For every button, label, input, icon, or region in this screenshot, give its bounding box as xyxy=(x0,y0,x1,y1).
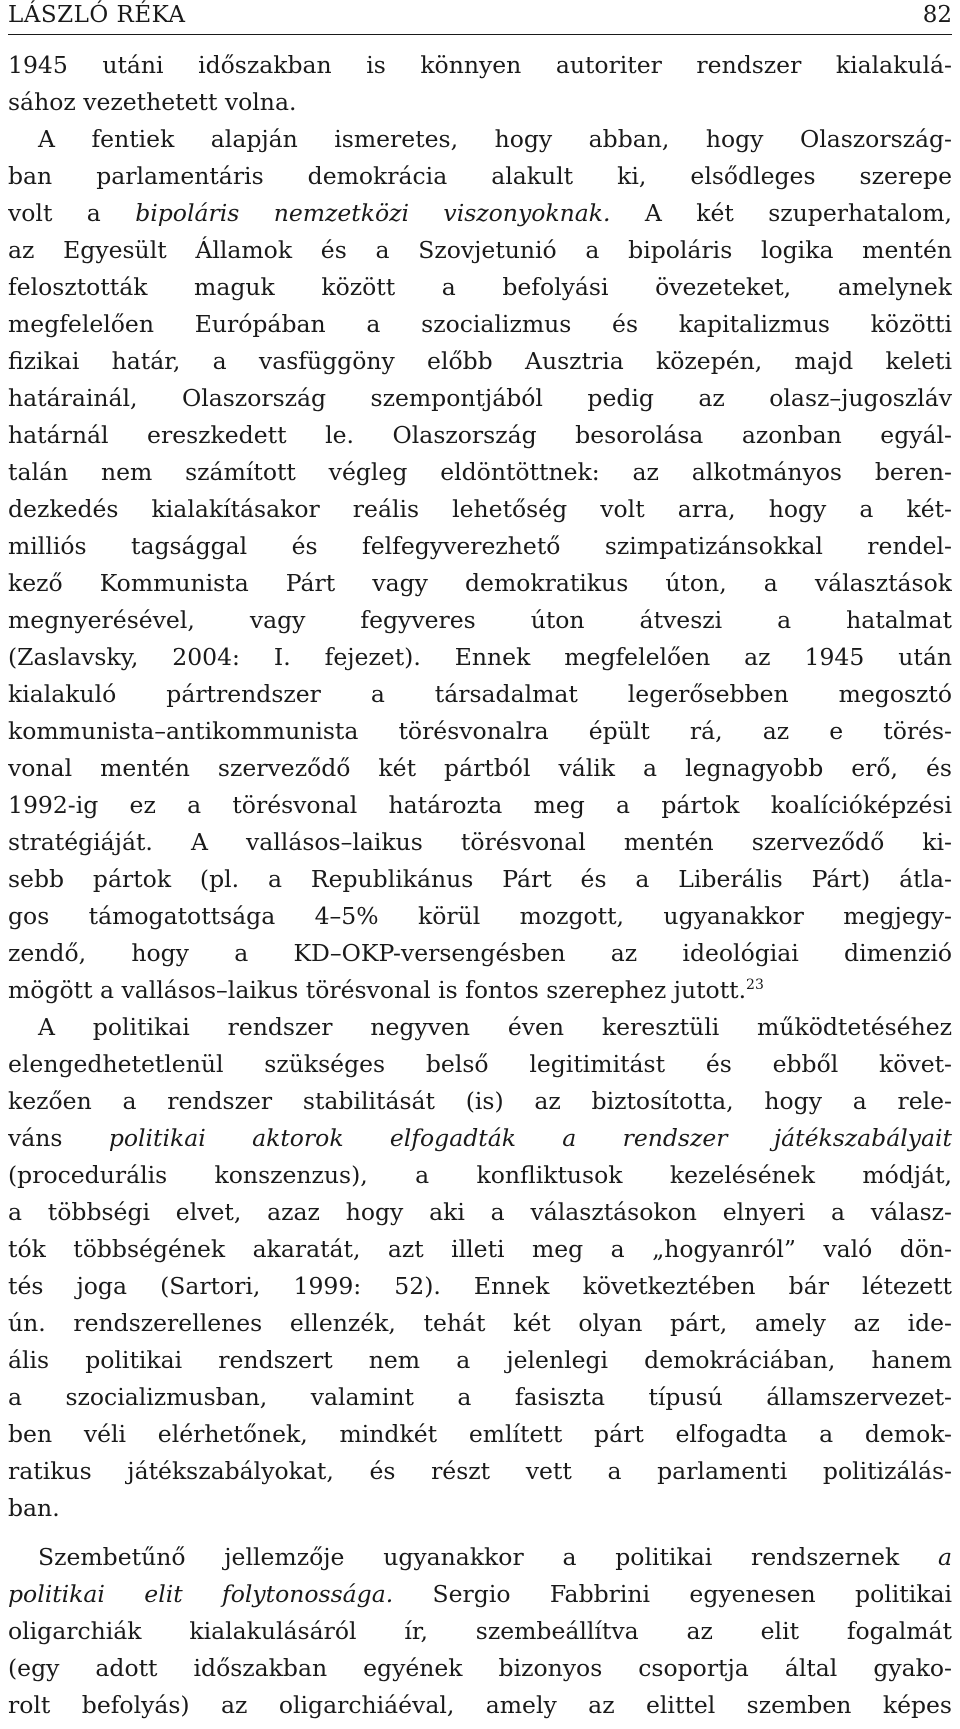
text-line: határnál ereszkedett le. Olaszország besorolása azonban egyál- xyxy=(8,421,952,449)
text-line: oligarchiák kialakulásáról ír, szembeállítva az elit fogalmát xyxy=(8,1617,952,1645)
emphasis: politikai aktorok elfogadták a rendszer játékszabályait xyxy=(108,1124,952,1152)
text-line: tók többségének akaratát, azt illeti meg a „hogyanról” való dön- xyxy=(8,1235,952,1263)
text-line: elengedhetetlenül szükséges belső legitimitást és ebből követ- xyxy=(8,1050,952,1078)
text-line: rolt befolyás) az oligarchiáéval, amely az elittel szemben képes xyxy=(8,1691,952,1719)
text-line: ún. rendszerellenes ellenzék, tehát két olyan párt, amely az ide- xyxy=(8,1309,952,1337)
text-line: mögött a vallásos–laikus törésvonal is fontos szerephez jutott.$^{23}$ xyxy=(8,976,764,1004)
book-page xyxy=(8,0,952,1729)
text-line: ban. xyxy=(8,1494,60,1522)
text-line: ális politikai rendszert nem a jelenlegi demokráciában, hanem xyxy=(8,1346,952,1374)
running-header xyxy=(8,0,952,35)
text-line: vonal mentén szerveződő két pártból válik a legnagyobb erő, és xyxy=(8,754,952,782)
text-line: megfelelően Európában a szocializmus és kapitalizmus közötti xyxy=(8,310,952,338)
emphasis: a xyxy=(937,1543,952,1571)
text-line: ben véli elérhetőnek, mindkét említett párt elfogadta a demok- xyxy=(8,1420,952,1448)
emphasis: politikai elit folytonossága. xyxy=(8,1580,394,1608)
text-line: a szocializmusban, valamint a fasiszta típusú államszervezet- xyxy=(8,1383,952,1411)
text-line: A fentiek alapján ismeretes, hogy abban, hogy Olaszország- xyxy=(38,125,952,153)
body-text xyxy=(8,47,952,1724)
text-line: stratégiáját. A vallásos–laikus törésvonal mentén szerveződő ki- xyxy=(8,828,952,856)
text-line: fizikai határ, a vasfüggöny előbb Ausztria közepén, majd keleti xyxy=(8,347,952,375)
text-line: (Zaslavsky, 2004: I. fejezet). Ennek megfelelően az 1945 után xyxy=(8,643,952,671)
text-line: tés joga (Sartori, 1999: 52). Ennek következtében bár létezett xyxy=(8,1272,952,1300)
text-line: Szembetűnő jellemzője ugyanakkor a politikai rendszernek a xyxy=(38,1543,952,1571)
text-line: megnyerésével, vagy fegyveres úton átveszi a hatalmat xyxy=(8,606,952,634)
text-line: zendő, hogy a KD–OKP-versengésben az ideológiai dimenzió xyxy=(8,939,952,967)
text-line: (procedurális konszenzus), a konfliktusok kezelésének módját, xyxy=(8,1161,952,1189)
text-line: kialakuló pártrendszer a társadalmat legerősebben megosztó xyxy=(8,680,952,708)
page-number: 82 xyxy=(922,2,952,28)
text-line: kezően a rendszer stabilitását (is) az biztosította, hogy a rele- xyxy=(8,1087,952,1115)
running-head-author: LÁSZLÓ RÉKA xyxy=(8,2,186,28)
text-line: felosztották maguk között a befolyási övezeteket, amelynek xyxy=(8,273,952,301)
text-line: talán nem számított végleg eldöntöttnek: az alkotmányos beren- xyxy=(8,458,952,486)
text-line: váns politikai aktorok elfogadták a rendszer játékszabályait xyxy=(8,1124,952,1152)
text-line: a többségi elvet, azaz hogy aki a választásokon elnyeri a válasz- xyxy=(8,1198,952,1226)
emphasis: bipoláris nemzetközi viszonyoknak. xyxy=(135,199,611,227)
text-line: 1945 utáni időszakban is könnyen autoriter rendszer kialakulá- xyxy=(8,51,952,79)
text-line: dezkedés kialakításakor reális lehetőség volt arra, hogy a két- xyxy=(8,495,952,523)
text-line: kommunista–antikommunista törésvonalra épült rá, az e törés- xyxy=(8,717,952,745)
text-line: volt a bipoláris nemzetközi viszonyoknak. A két szuperhatalom, xyxy=(8,199,952,227)
text-line: sához vezethetett volna. xyxy=(8,88,297,116)
text-line: ratikus játékszabályokat, és részt vett a parlamenti politizálás- xyxy=(8,1457,952,1485)
text-line: (egy adott időszakban egyének bizonyos csoportja által gyako- xyxy=(8,1654,952,1682)
text-line: gos támogatottsága 4–5% körül mozgott, ugyanakkor megjegy- xyxy=(8,902,952,930)
text-line: milliós tagsággal és felfegyverezhető szimpatizánsokkal rendel- xyxy=(8,532,952,560)
text-line: kező Kommunista Párt vagy demokratikus úton, a választások xyxy=(8,569,952,597)
text-line: 1992-ig ez a törésvonal határozta meg a pártok koalícióképzési xyxy=(8,791,952,819)
text-line: ban parlamentáris demokrácia alakult ki, elsődleges szerepe xyxy=(8,162,952,190)
text-line: politikai elit folytonossága. Sergio Fabbrini egyenesen politikai xyxy=(8,1580,952,1608)
footnote-reference: 23 xyxy=(746,977,764,993)
text-line: határainál, Olaszország szempontjából pedig az olasz–jugoszláv xyxy=(8,384,952,412)
text-line: A politikai rendszer negyven éven keresztüli működtetéséhez xyxy=(38,1013,952,1041)
text-line: az Egyesült Államok és a Szovjetunió a bipoláris logika mentén xyxy=(8,236,952,264)
text-line: sebb pártok (pl. a Republikánus Párt és a Liberális Párt) átla- xyxy=(8,865,952,893)
